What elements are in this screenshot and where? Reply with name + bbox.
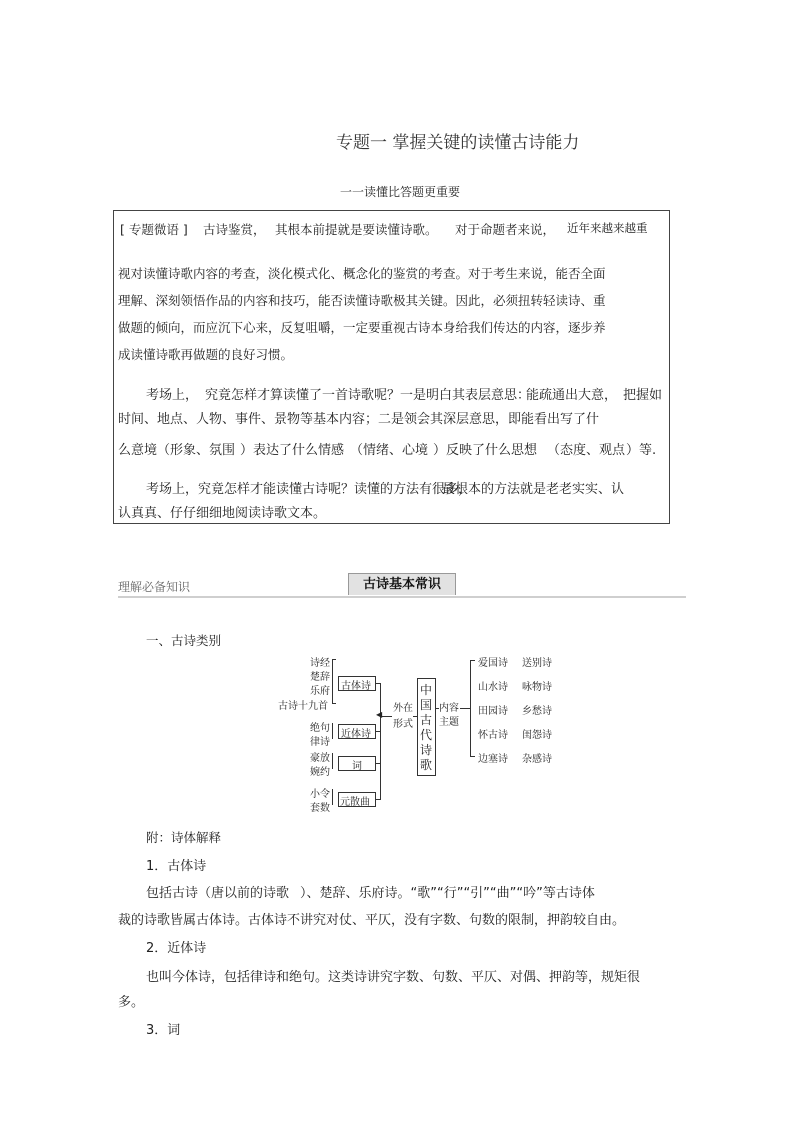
- intro-text: （情绪、心境: [350, 443, 429, 458]
- intro-box: [113, 210, 670, 524]
- intro-text: 近年来越来越重: [567, 221, 648, 235]
- diagram-box-label: 元散曲: [340, 797, 370, 808]
- intro-text: 成读懂诗歌再做题的良好习惯。: [118, 347, 294, 362]
- poetry-classification-diagram: 诗经 楚辞 乐府 古诗十九首 古体诗 绝句 律诗 近体诗 豪放 婉约 词 小令 套数 元散曲 ◀ 外在 形式 中 国 古 代 诗 歌 内容 主题 爱国诗 送别诗 山水诗 咏物诗 田园诗 乡愁诗 怀古诗 闺怨诗 边塞诗 杂感诗: [270, 648, 560, 813]
- intro-text: 么意境（形象、氛围: [118, 443, 236, 458]
- intro-text: （态度、观点: [547, 443, 626, 458]
- diagram-label: 外在: [393, 703, 413, 714]
- diagram-label: 怀古诗: [478, 730, 508, 741]
- intro-text: ）表达了什么情感: [240, 443, 345, 458]
- diagram-label: 山水诗: [478, 682, 508, 693]
- diagram-label: 送别诗: [522, 658, 552, 669]
- diagram-label: 楚辞: [310, 672, 330, 683]
- diagram-box-label: 近体诗: [341, 729, 371, 740]
- intro-text: 能疏通出大意，: [526, 388, 618, 403]
- section-divider: [118, 596, 686, 598]
- heading-categories: 一、古诗类别: [146, 633, 222, 648]
- intro-text: 考场上，究竟怎样才能读懂古诗呢？读懂的方法有很多，: [146, 482, 472, 497]
- diagram-label: 诗经: [310, 658, 330, 669]
- section-heading: 2．近体诗: [146, 941, 207, 956]
- page-subtitle: 一一读懂比答题更重要: [340, 185, 461, 199]
- paragraph-text: ）、楚辞、乐府诗。“歌”“行”“引”“曲”“吟”等古诗体: [300, 886, 595, 901]
- diagram-label: 婉约: [310, 767, 330, 778]
- intro-text: 最根本的方法就是老老实实、认: [442, 482, 625, 497]
- section-label: 理解必备知识: [118, 580, 191, 594]
- diagram-label: 爱国诗: [478, 658, 508, 669]
- paragraph-text: 包括古诗（唐以前的诗歌: [146, 886, 290, 901]
- diagram-label: 小令: [310, 789, 330, 800]
- intro-text: 做题的倾向，而应沉下心来，反复咀嚼，一定要重视古诗本身给我们传达的内容，逐步养: [118, 320, 606, 335]
- intro-text: 理解、深刻领悟作品的内容和技巧，能否读懂诗歌极其关键。因此，必须扭转轻读诗、重: [118, 293, 606, 308]
- diagram-label: 田园诗: [478, 706, 508, 717]
- diagram-label: 内容: [439, 703, 459, 714]
- diagram-label: 杂感诗: [522, 754, 552, 765]
- diagram-label: 豪放: [310, 753, 330, 764]
- diagram-label: 咏物诗: [522, 682, 552, 693]
- section-bar: [118, 573, 686, 599]
- intro-text: 认真真、仔仔细细地阅读诗歌文本。: [118, 506, 327, 521]
- intro-text: ）反映了什么思想: [433, 443, 538, 458]
- intro-text: 其根本前提就是要读懂诗歌。: [275, 222, 438, 237]
- intro-text: 视对读懂诗歌内容的考查，淡化模式化、概念化的鉴赏的考查。对于考生来说，能否全面: [118, 266, 606, 281]
- diagram-box-label: 古体诗: [341, 681, 371, 692]
- diagram-label: 主题: [439, 717, 459, 728]
- diagram-label: 乐府: [310, 686, 330, 697]
- diagram-label: 闺怨诗: [522, 730, 552, 741]
- appendix-heading: 附：诗体解释: [146, 830, 222, 845]
- diagram-label: 边塞诗: [478, 754, 508, 765]
- diagram-box-label: 词: [352, 761, 362, 772]
- section-heading: 3．词: [146, 1023, 181, 1038]
- intro-text: 对于命题者来说，: [455, 222, 556, 237]
- paragraph-text: 多。: [118, 995, 145, 1010]
- intro-text: 把握如: [623, 388, 663, 403]
- page-title: 专题一 掌握关键的读懂古诗能力: [336, 133, 580, 153]
- diagram-label: 古诗十九首: [278, 701, 328, 712]
- diagram-label: 乡愁诗: [522, 706, 552, 717]
- intro-text: 时间、地点、人物、事件、景物等基本内容；二是领会其深层意思，即能看出写了什: [118, 412, 600, 427]
- intro-text: 考场上，: [146, 388, 199, 403]
- section-tab: 古诗基本常识: [348, 573, 456, 595]
- section-heading: 1．古体诗: [146, 859, 207, 874]
- intro-text: 究竟怎样才算读懂了一首诗歌呢？一是明白其表层意思：: [205, 388, 531, 403]
- diagram-label: 套数: [310, 803, 330, 814]
- diagram-label: 律诗: [310, 737, 330, 748]
- paragraph-text: 也叫今体诗，包括律诗和绝句。这类诗讲究字数、句数、平仄、对偶、押韵等，规矩很: [146, 970, 641, 985]
- intro-text: ）等.: [626, 443, 657, 458]
- intro-text: 古诗鉴赏，: [203, 222, 266, 237]
- paragraph-text: 裁的诗歌皆属古体诗。古体诗不讲究对仗、平仄，没有字数、句数的限制，押韵较自由。: [118, 913, 626, 928]
- intro-tag: [ 专题微语 ]: [120, 222, 188, 237]
- diagram-label: 形式: [393, 719, 413, 730]
- diagram-label: 绝句: [310, 723, 330, 734]
